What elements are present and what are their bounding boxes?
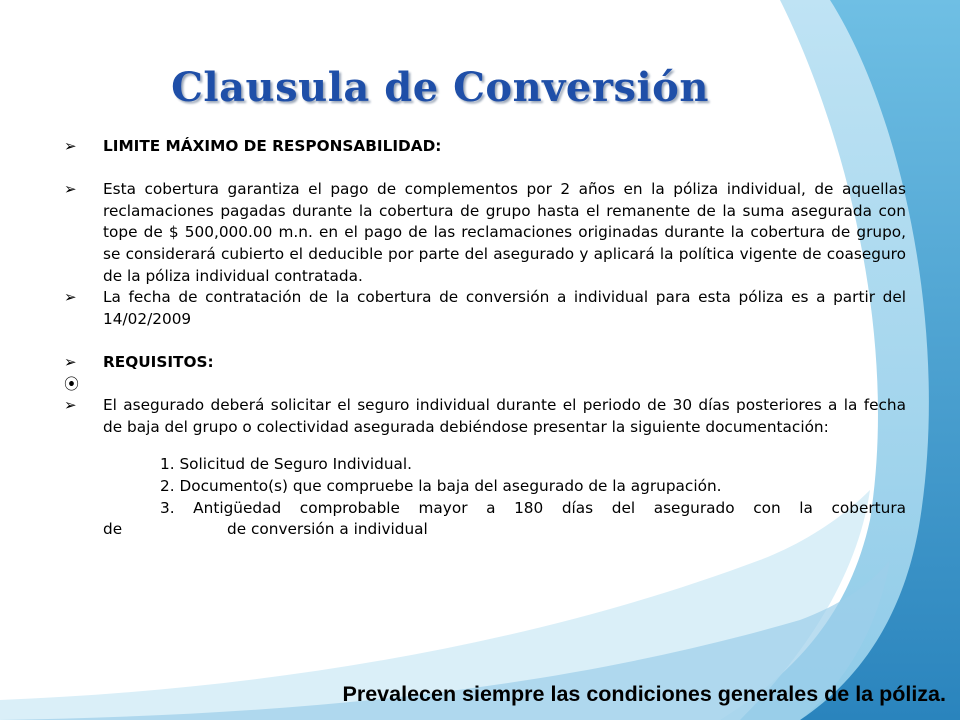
requisitos-heading: REQUISITOS: [103,352,214,371]
arrow-bullet-icon: ➢ [64,396,77,415]
list-item-asegurado [60,395,906,438]
asegurado-text: El asegurado deberá solicitar el seguro individual durante el periodo de 30 días posteriores a la fecha de baja del grupo o colectividad asegurada debiéndose presentar la siguiente documentación: [103,396,906,436]
slide-content [60,136,906,541]
arrow-bullet-icon: ➢ [64,180,77,199]
footer-note: Prevalecen siempre las condiciones generales de la póliza. [342,682,946,706]
list-item-limite [60,136,906,158]
continuation-word: de [103,520,123,539]
spacer [60,158,906,180]
page-title: Clausula de Conversión [171,64,709,111]
list-item-empty [60,374,906,396]
spacer [60,330,906,352]
arrow-bullet-icon: ➢ [64,137,77,155]
list-item-requisitos [60,352,906,374]
spacer [60,438,906,454]
list-item-fecha [60,287,906,330]
arrow-bullet-icon: ➢ [64,288,77,307]
continuation-text: de conversión a individual [227,520,428,539]
document-item-3: 3. Antigüedad comprobable mayor a 180 días del asegurado con la cobertura [160,498,906,517]
list-item-cobertura [60,179,906,287]
limite-heading: LIMITE MÁXIMO DE RESPONSABILIDAD: [103,137,442,155]
fecha-text: La fecha de contratación de la cobertura de conversión a individual para esta póliza es a partir del 14/02/2009 [103,288,906,328]
document-item-2: 2. Documento(s) que compruebe la baja del asegurado de la agrupación. [160,476,722,495]
document-item-3-continuation [60,519,906,541]
target-bullet-icon: ⦿ [64,374,80,393]
cobertura-text: Esta cobertura garantiza el pago de complementos por 2 años en la póliza individual, de aquellas reclamaciones pagadas durante la cobertura de grupo hasta el remanente de la suma asegurada con tope de $ 500,000.00 m.n. en el pago de las reclamaciones originadas durante la cobertura de grupo, se considerará cubierto el deducible por parte del asegurado y aplicará la política vigente de coaseguro de la póliza individual contratada. [103,180,906,285]
document-item-1: 1. Solicitud de Seguro Individual. [160,455,412,474]
arrow-bullet-icon: ➢ [64,352,77,371]
